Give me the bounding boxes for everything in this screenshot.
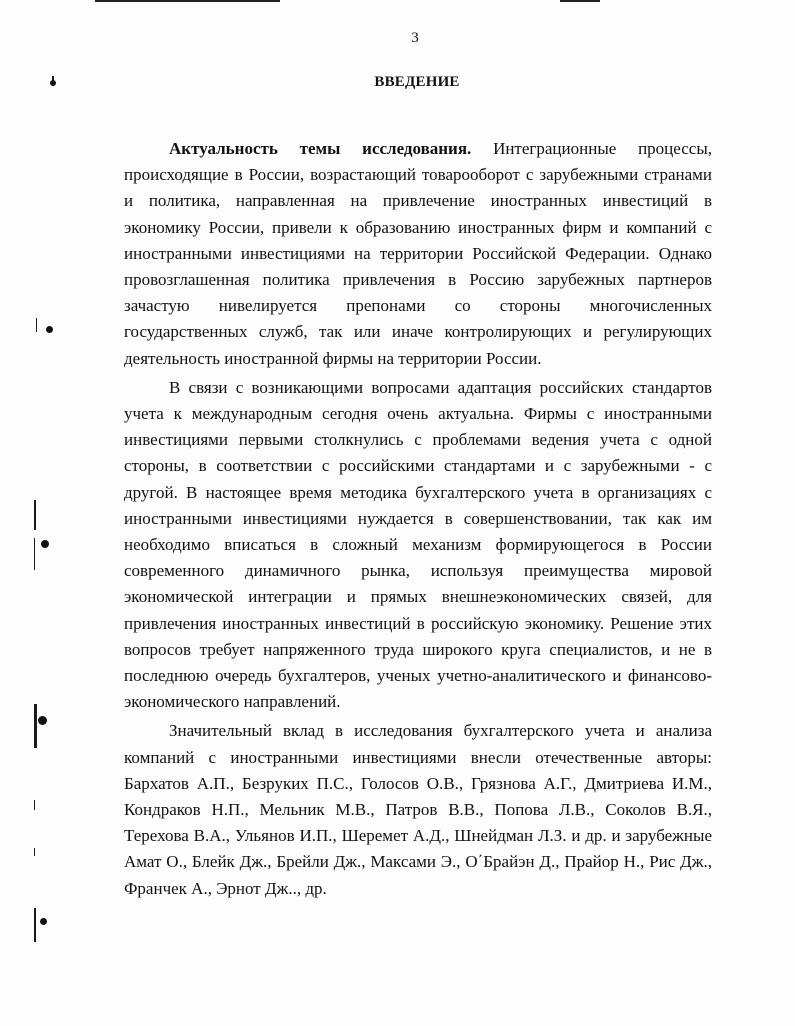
scan-margin-mark	[41, 540, 49, 548]
scan-margin-mark	[34, 908, 36, 942]
section-heading: ВВЕДЕНИЕ	[374, 74, 460, 90]
scan-margin-mark	[34, 800, 35, 810]
paragraph-text: Интеграционные процессы, происходящие в России, возрастающий товарооборот с зарубежными странами и политика, направленная на привлечение иностранных инвестиций в экономику России, привели к образованию иностранных фирм и компаний с иностранными инвестициями на территории Российской Федерации. Однако провозглашенная политика привлечения в Россию зарубежных партнеров зачастую нивелируется препонами со стороны многочисленных государственных служб, так или иначе контролирующих и регулирующих деятельность иностранной фирмы на территории России.	[124, 139, 712, 368]
scan-top-rule	[95, 0, 280, 2]
paragraph-relevance	[124, 136, 712, 372]
scan-margin-mark	[38, 716, 47, 725]
body-text	[124, 136, 712, 902]
scan-margin-mark	[36, 318, 37, 332]
page-number: 3	[411, 30, 419, 46]
scan-margin-mark	[34, 704, 37, 748]
scan-margin-mark	[34, 848, 35, 856]
paragraph-lead: Актуальность темы исследования.	[169, 139, 472, 158]
scan-margin-mark	[40, 918, 47, 925]
scan-margin-mark	[34, 538, 35, 570]
scan-top-rule	[560, 0, 600, 2]
scan-margin-mark	[46, 326, 53, 333]
scan-margin-mark	[34, 500, 36, 530]
paragraph-authors	[124, 718, 712, 901]
paragraph-text: Значительный вклад в исследования бухгалтерского учета и анализа компаний с иностранными инвестициями внесли отечественные авторы: Бархатов А.П., Безруких П.С., Голосов О.В., Грязнова А.Г., Дмитриева И.М., Кондраков Н.П., Мельник М.В., Патров В.В., Попова Л.В., Соколов В.Я., Терехова В.А., Ульянов И.П., Шеремет А.Д., Шнейдман Л.З. и др. и зарубежные Амат О., Блейк Дж., Брейли Дж., Максами Э., О΄Брайэн Д., Прайор Н., Рис Дж., Франчек А., Эрнот Дж.., др.	[124, 721, 712, 898]
paragraph-text: В связи с возникающими вопросами адаптация российских стандартов учета к международным сегодня очень актуальна. Фирмы с иностранными инвестициями первыми столкнулись с проблемами ведения учета с одной стороны, в соответствии с российскими стандартами и с зарубежными - с другой. В настоящее время методика бухгалтерского учета в организациях с иностранными инвестициями нуждается в совершенствовании, так как им необходимо вписаться в сложный механизм формирующегося в России современного динамичного рынка, используя преимущества мировой экономической интеграции и прямых внешнеэкономических связей, для привлечения иностранных инвестиций в российскую экономику. Решение этих вопросов требует напряженного труда широкого круга специалистов, и не в последнюю очередь бухгалтеров, ученых учетно-аналитического и финансово-экономического направлений.	[124, 377, 712, 712]
paragraph-standards	[124, 375, 712, 716]
